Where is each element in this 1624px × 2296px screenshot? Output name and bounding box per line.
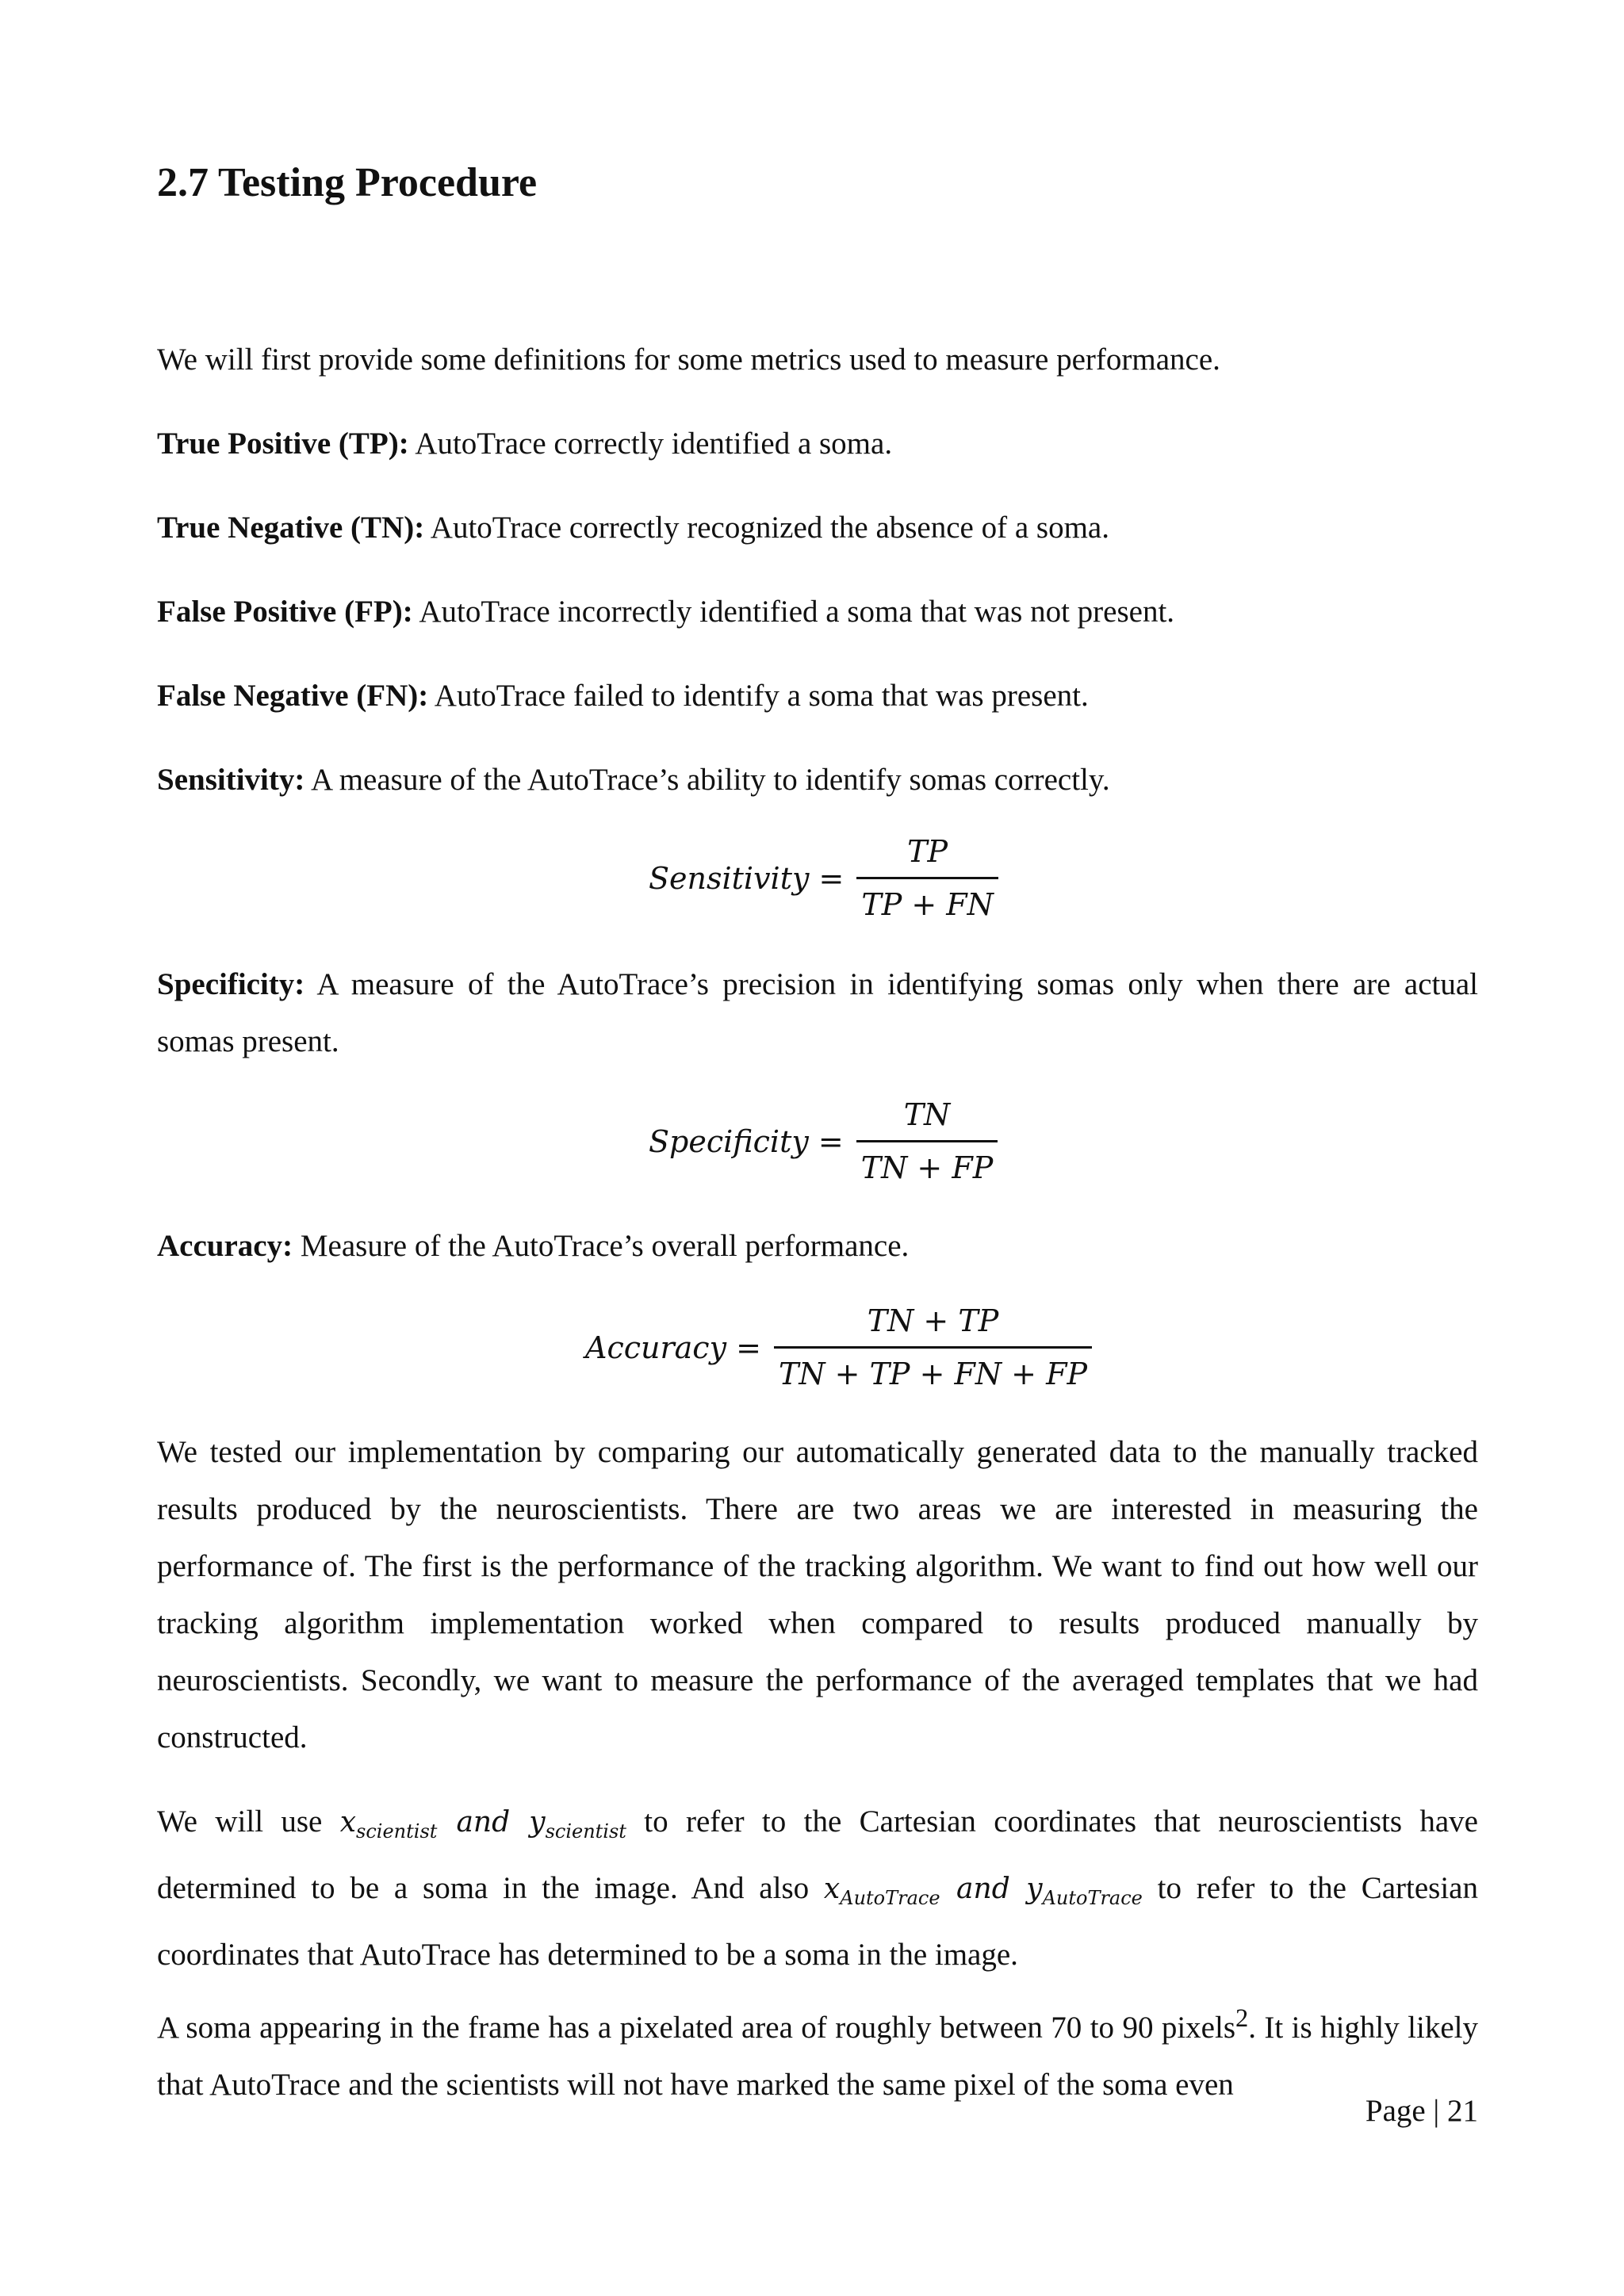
accuracy-numerator: TN + TP [867,1303,999,1338]
section-heading: 2.7 Testing Procedure [157,160,538,205]
soma-superscript: 2 [1235,2004,1249,2033]
x-scientist-var: x [339,1806,357,1839]
text-tp: AutoTrace correctly identified a soma. [408,427,893,461]
y-autotrace-subscript: AutoTrace [1042,1887,1143,1910]
accuracy-denominator: TN + TP + FN + FP [774,1346,1092,1391]
term-sensitivity: Sensitivity: [157,763,305,797]
page-number: Page | 21 [1365,2094,1478,2128]
x-scientist-subscript: scientist [356,1820,438,1843]
term-tn: True Negative (TN): [157,511,425,545]
x-autotrace-var: x [823,1873,841,1906]
term-fp: False Positive (FP): [157,595,413,629]
definition-sensitivity [157,752,1478,809]
sensitivity-formula [649,834,998,922]
y-autotrace-var: y [1026,1873,1043,1906]
definition-tp [157,415,1478,473]
sensitivity-fraction [856,834,998,922]
definition-tn [157,499,1478,557]
text-fp: AutoTrace incorrectly identified a soma that was not present. [412,595,1175,629]
x-scientist-symbol [339,1806,626,1843]
coords-and-1: and [437,1806,530,1839]
coords-text-3: to refer to the Cartesian coordinates that AutoTrace has determined to be a soma in the image. [157,1871,1478,1973]
term-accuracy: Accuracy: [157,1229,293,1263]
intro-paragraph: We will first provide some definitions for some metrics used to measure performance. [157,342,1220,377]
accuracy-fraction [774,1303,1092,1391]
y-scientist-subscript: scientist [545,1820,626,1843]
accuracy-formula [585,1303,1092,1391]
accuracy-lhs: Accuracy = [585,1330,761,1365]
term-tp: True Positive (TP): [157,427,409,461]
coords-text-2: to refer to the Cartesian coordinates that neuroscientists have determined to be a soma in the image. And also [157,1804,1478,1906]
specificity-fraction [856,1097,998,1185]
specificity-formula [649,1097,998,1185]
coords-and-2: and [940,1873,1027,1906]
sensitivity-lhs: Sensitivity = [649,860,845,896]
soma-text-2: . It is highly likely that AutoTrace and the scientists will not have marked the same pixel of the soma even [157,2011,1478,2102]
sensitivity-denominator: TP + FN [856,877,998,922]
text-tn: AutoTrace correctly recognized the absence of a soma. [424,511,1109,545]
specificity-denominator: TN + FP [856,1140,998,1185]
soma-paragraph [157,1990,1478,2114]
soma-text-1: A soma appearing in the frame has a pixelated area of roughly between 70 to 90 pixels [157,2011,1236,2045]
coordinates-paragraph [157,1793,1478,1984]
specificity-numerator: TN [903,1097,951,1132]
y-scientist-var: y [529,1806,546,1839]
definition-fp [157,584,1478,641]
term-fn: False Negative (FN): [157,679,429,713]
testing-paragraph: We tested our implementation by comparing our automatically generated data to the manually tracked results produced by the neuroscientists. There are two areas we are interested in measuring the performance of. The first is the performance of the tracking algorithm. We want to find out how well our tracking algorithm implementation worked when compared to results produced manually by neuroscientists. Secondly, we want to measure the performance of the averaged templates that we had constructed. [157,1435,1478,1755]
text-fn: AutoTrace failed to identify a soma that was present. [428,679,1089,713]
text-specificity: A measure of the AutoTrace’s precision in identifying somas only when there are actual somas present. [157,967,1478,1058]
term-specificity: Specificity: [157,967,305,1001]
coords-text-1: We will use [157,1804,340,1839]
definition-specificity [157,956,1478,1070]
definition-fn [157,668,1478,725]
specificity-lhs: Specificity = [649,1123,844,1159]
text-sensitivity: A measure of the AutoTrace’s ability to identify somas correctly. [304,763,1110,797]
x-autotrace-symbol [823,1873,1143,1910]
definition-accuracy [157,1218,1478,1275]
sensitivity-numerator: TP [907,834,948,869]
x-autotrace-subscript: AutoTrace [840,1887,940,1910]
text-accuracy: Measure of the AutoTrace’s overall performance. [293,1229,910,1263]
